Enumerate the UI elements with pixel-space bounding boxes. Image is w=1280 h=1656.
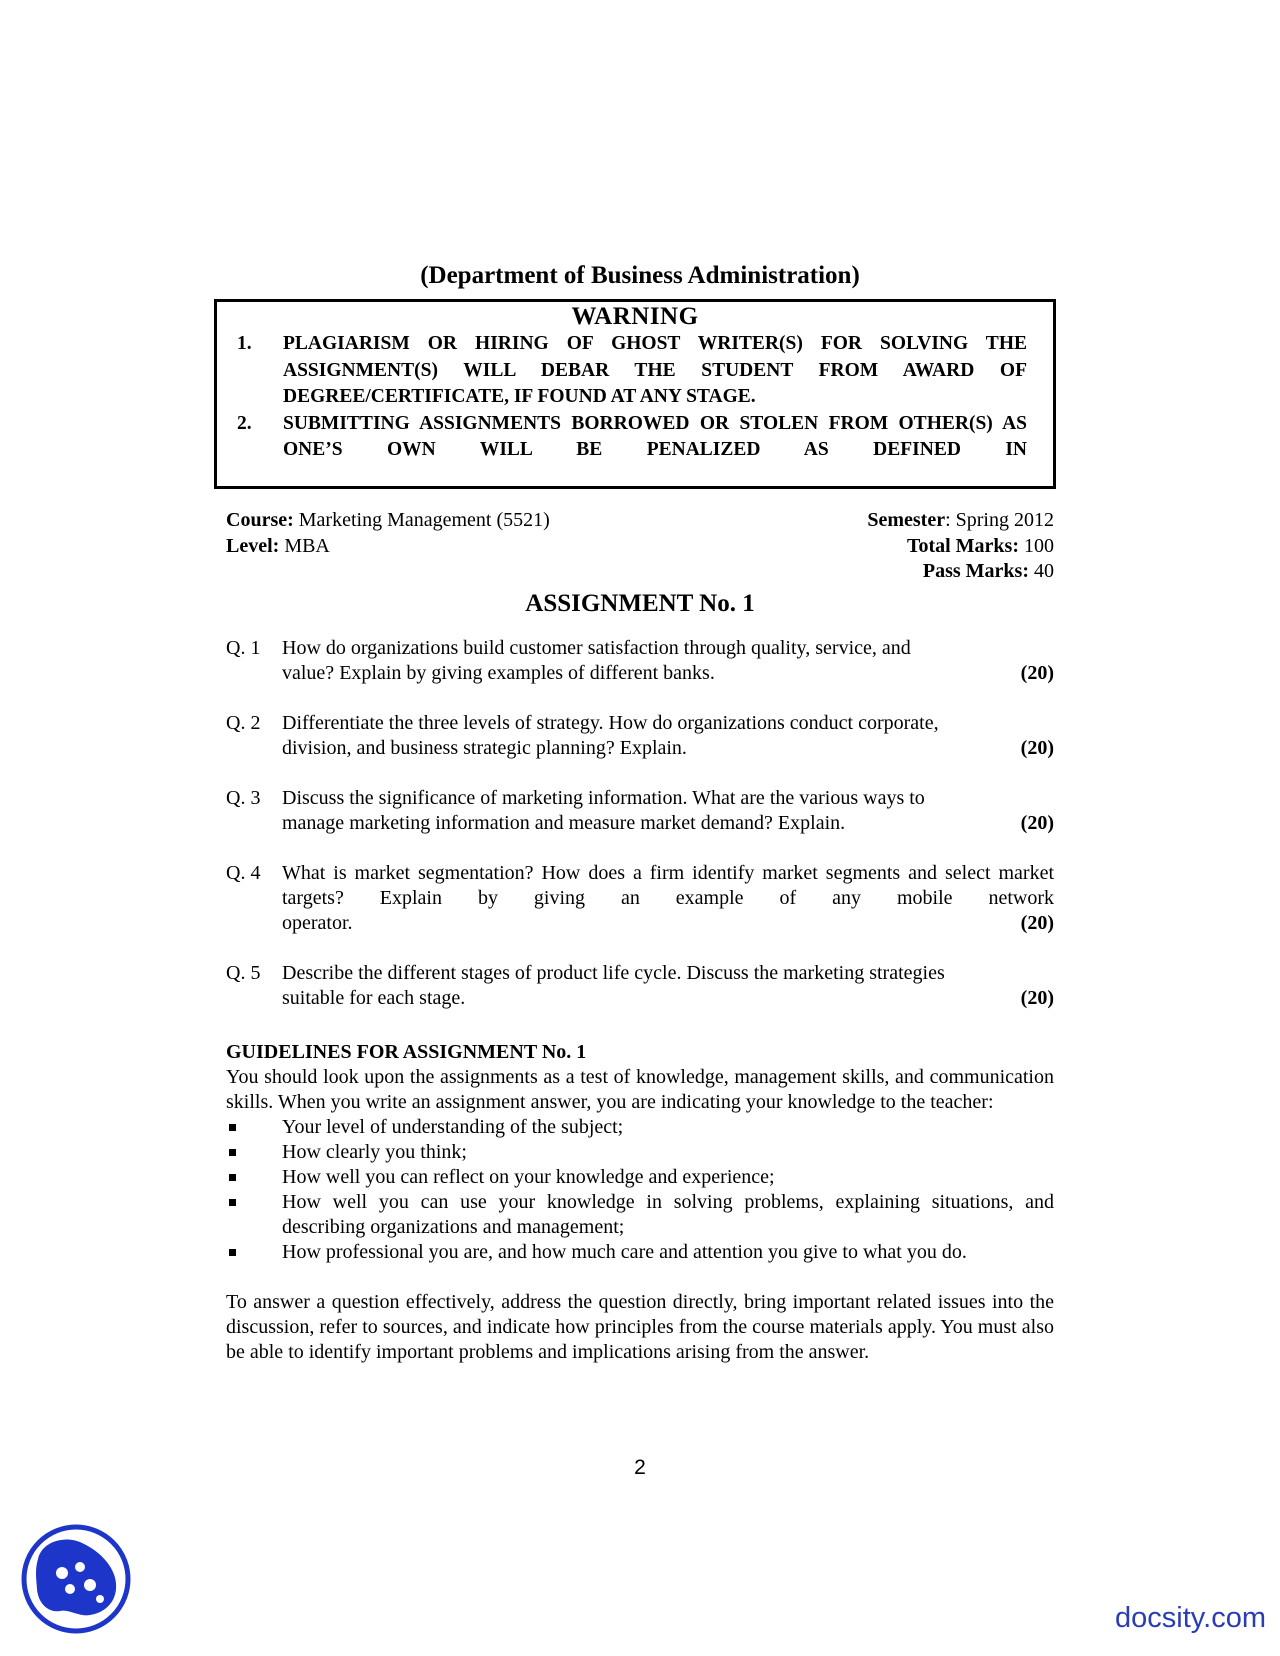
guideline-text: How well you can reflect on your knowledge and experience; [282, 1166, 775, 1188]
level-label: Level: [226, 534, 280, 557]
marks-info [867, 508, 1054, 585]
question-text-end: division, and business strategic planning? Explain. [282, 737, 687, 759]
question-number: Q. 4 [226, 862, 261, 884]
question-text: How do organizations build customer satisfaction through quality, service, and [282, 637, 911, 659]
guidelines-title: GUIDELINES FOR ASSIGNMENT No. 1 [226, 1041, 587, 1063]
total-marks-label: Total Marks: [906, 534, 1019, 557]
question-last-line [282, 986, 1054, 1011]
level-value: MBA [279, 534, 330, 557]
square-bullet-icon [229, 1149, 236, 1156]
question-number: Q. 2 [226, 712, 261, 734]
warning-box [214, 299, 1056, 489]
docsity-logo-icon[interactable] [20, 1523, 132, 1635]
semester-value: : Spring 2012 [945, 509, 1054, 531]
pass-marks-line [867, 559, 1054, 585]
guideline-text: How well you can use your knowledge in solving problems, explaining situations, and describing organizations and management; [282, 1191, 1054, 1238]
question-item [226, 861, 1054, 936]
course-info [226, 508, 550, 559]
course-line [226, 508, 550, 534]
warning-item-text: SUBMITTING ASSIGNMENTS BORROWED OR STOLEN FROM OTHER(S) AS ONE’S OWN WILL BE PENALIZED AS DEFINED IN [283, 412, 1027, 460]
warning-item-number: 1. [237, 333, 252, 354]
question-text: What is market segmentation? How does a firm identify market segments and select market targets? Explain by giving an example of any mobile network [282, 862, 1054, 909]
question-text: Discuss the significance of marketing information. What are the various ways to [282, 787, 925, 809]
warning-item [217, 331, 1053, 411]
department-heading: (Department of Business Administration) [420, 262, 860, 289]
question-number: Q. 5 [226, 962, 261, 984]
question-item [226, 636, 1054, 686]
course-value: Marketing Management (5521) [293, 509, 550, 531]
level-line [226, 534, 550, 560]
assignment-title: ASSIGNMENT No. 1 [525, 590, 755, 617]
guideline-text: Your level of understanding of the subject; [282, 1116, 624, 1138]
square-bullet-icon [229, 1174, 236, 1181]
question-number: Q. 3 [226, 787, 261, 809]
guidelines-intro: You should look upon the assignments as a test of knowledge, management skills, and communication skills. When you write an assignment answer, you are indicating your knowledge to the teacher: [226, 1066, 1054, 1113]
guideline-text: How clearly you think; [282, 1141, 467, 1163]
question-text-end: suitable for each stage. [282, 987, 466, 1009]
guideline-bullet [226, 1165, 1054, 1190]
question-item [226, 961, 1054, 1011]
warning-title: WARNING [571, 303, 699, 330]
warning-item [217, 411, 1053, 464]
square-bullet-icon [229, 1249, 236, 1256]
guideline-bullet [226, 1190, 1054, 1240]
total-marks-line [867, 534, 1054, 560]
warning-item-number: 2. [237, 412, 252, 434]
question-last-line [282, 736, 1054, 761]
docsity-brand-link[interactable]: docsity.com [1115, 1602, 1266, 1634]
guidelines-section [226, 1040, 1054, 1365]
semester-line [867, 508, 1054, 534]
question-text-end: manage marketing information and measure market demand? Explain. [282, 812, 846, 834]
question-text: Describe the different stages of product life cycle. Discuss the marketing strategies [282, 962, 945, 984]
question-marks: (20) [1020, 912, 1054, 934]
question-marks: (20) [1020, 662, 1054, 684]
square-bullet-icon [229, 1199, 236, 1206]
question-marks: (20) [1020, 812, 1054, 834]
course-label: Course: [226, 509, 294, 531]
guideline-bullet [226, 1240, 1054, 1265]
question-list [226, 636, 1054, 1036]
question-number: Q. 1 [226, 637, 261, 659]
square-bullet-icon [229, 1124, 236, 1131]
question-item [226, 786, 1054, 836]
pass-marks-label: Pass Marks: [922, 560, 1029, 582]
question-last-line [282, 911, 1054, 936]
question-marks: (20) [1020, 737, 1054, 759]
guidelines-closing: To answer a question effectively, address the question directly, bring important related issues into the discussion, refer to sources, and indicate how principles from the course materials apply. You must also be able to identify important problems and implications arising from the answer. [226, 1291, 1054, 1363]
semester-label: Semester [867, 509, 946, 531]
guideline-text: How professional you are, and how much care and attention you give to what you do. [282, 1241, 967, 1263]
question-marks: (20) [1020, 987, 1054, 1009]
guidelines-bullet-list [226, 1115, 1054, 1265]
question-item [226, 711, 1054, 761]
question-last-line [282, 811, 1054, 836]
guideline-bullet [226, 1115, 1054, 1140]
question-last-line [282, 661, 1054, 686]
total-marks-value: 100 [1019, 534, 1054, 557]
question-text-end: operator. [282, 912, 353, 934]
guideline-bullet [226, 1140, 1054, 1165]
warning-item-text: PLAGIARISM OR HIRING OF GHOST WRITER(S) FOR SOLVING THE ASSIGNMENT(S) WILL DEBAR THE STUDENT FROM AWARD OF DEGREE/CERTIFICATE, IF FOUND AT ANY STAGE. [283, 333, 1027, 407]
pass-marks-value: 40 [1029, 560, 1054, 582]
page-number: 2 [634, 1456, 646, 1479]
question-text: Differentiate the three levels of strategy. How do organizations conduct corporate, [282, 712, 939, 734]
question-text-end: value? Explain by giving examples of different banks. [282, 662, 715, 684]
